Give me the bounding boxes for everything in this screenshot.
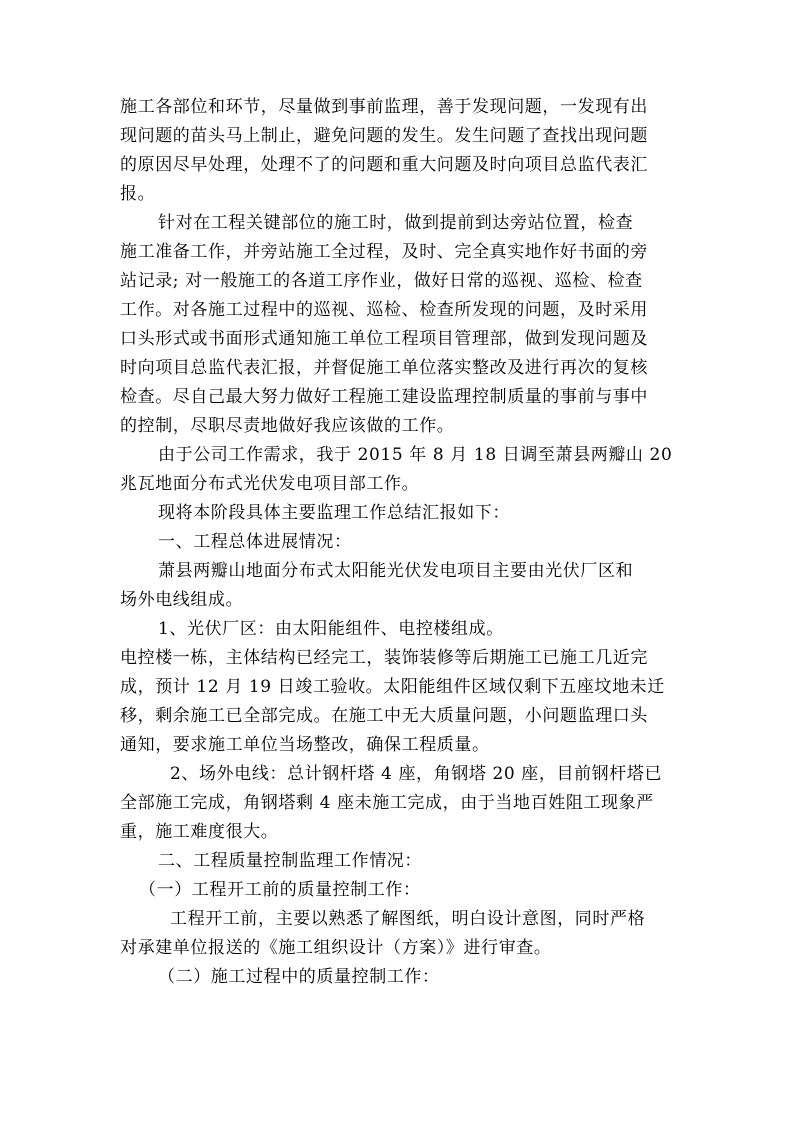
section-heading: 二、工程质量控制监理工作情况： [158, 851, 422, 871]
subsection-heading: （一）工程开工前的质量控制工作： [139, 880, 421, 900]
text-line: 报。 [120, 184, 156, 204]
text-line: 施工准备工作，并旁站施工全过程，及时、完全真实地作好书面的旁 [120, 242, 648, 262]
text-line: 工作。对各施工过程中的巡视、巡检、检查所发现的问题，及时采用 [120, 300, 648, 320]
text-line: 成，预计 12 月 19 日竣工验收。太阳能组件区域仅剩下五座坟地未迁 [120, 677, 665, 697]
text-line: 站记录; 对一般施工的各道工序作业，做好日常的巡视、巡检、检查 [120, 271, 643, 291]
text-line: 电控楼一栋，主体结构已经完工，装饰装修等后期施工已施工几近完 [120, 648, 648, 668]
subsection-heading: 2、场外电线：总计钢杆塔 4 座，角钢塔 20 座，目前钢杆塔已 [170, 764, 663, 784]
text-line: 工程开工前，主要以熟悉了解图纸，明白设计意图，同时严格 [170, 909, 646, 929]
text-line: 时向项目总监代表汇报，并督促施工单位落实整改及进行再次的复核 [120, 358, 648, 378]
text-line: 萧县两瓣山地面分布式太阳能光伏发电项目主要由光伏厂区和 [158, 561, 634, 581]
text-line: 的控制，尽职尽责地做好我应该做的工作。 [120, 416, 455, 436]
document-page [120, 93, 680, 992]
text-line: 由于公司工作需求，我于 2015 年 8 月 18 日调至萧县两瓣山 20 [158, 445, 673, 465]
text-line: 口头形式或书面形式通知施工单位工程项目管理部，做到发现问题及 [120, 329, 648, 349]
text-line: 施工各部位和环节，尽量做到事前监理，善于发现问题，一发现有出 [120, 97, 648, 117]
subsection-heading: （二）施工过程中的质量控制工作： [158, 967, 440, 987]
text-line: 对承建单位报送的《施工组织设计（方案）》进行审查。 [120, 938, 552, 958]
text-line: 现将本阶段具体主要监理工作总结汇报如下： [158, 503, 510, 523]
subsection-heading: 1、光伏厂区：由太阳能组件、电控楼组成。 [158, 619, 504, 639]
text-line: 针对在工程关键部位的施工时，做到提前到达旁站位置，检查 [158, 213, 634, 233]
text-line: 检查。尽自己最大努力做好工程施工建设监理控制质量的事前与事中 [120, 387, 648, 407]
text-line: 兆瓦地面分布式光伏发电项目部工作。 [120, 474, 420, 494]
section-heading: 一、工程总体进展情况： [158, 532, 352, 552]
text-line: 的原因尽早处理，处理不了的问题和重大问题及时向项目总监代表汇 [120, 155, 648, 175]
text-line: 移，剩余施工已全部完成。在施工中无大质量问题，小问题监理口头 [120, 706, 648, 726]
text-line: 全部施工完成，角钢塔剩 4 座未施工完成，由于当地百姓阻工现象严 [120, 793, 654, 813]
text-line: 场外电线组成。 [120, 590, 244, 610]
text-line: 现问题的苗头马上制止，避免问题的发生。发生问题了查找出现问题 [120, 126, 648, 146]
text-line: 重，施工难度很大。 [120, 822, 279, 842]
text-line: 通知，要求施工单位当场整改，确保工程质量。 [120, 735, 490, 755]
